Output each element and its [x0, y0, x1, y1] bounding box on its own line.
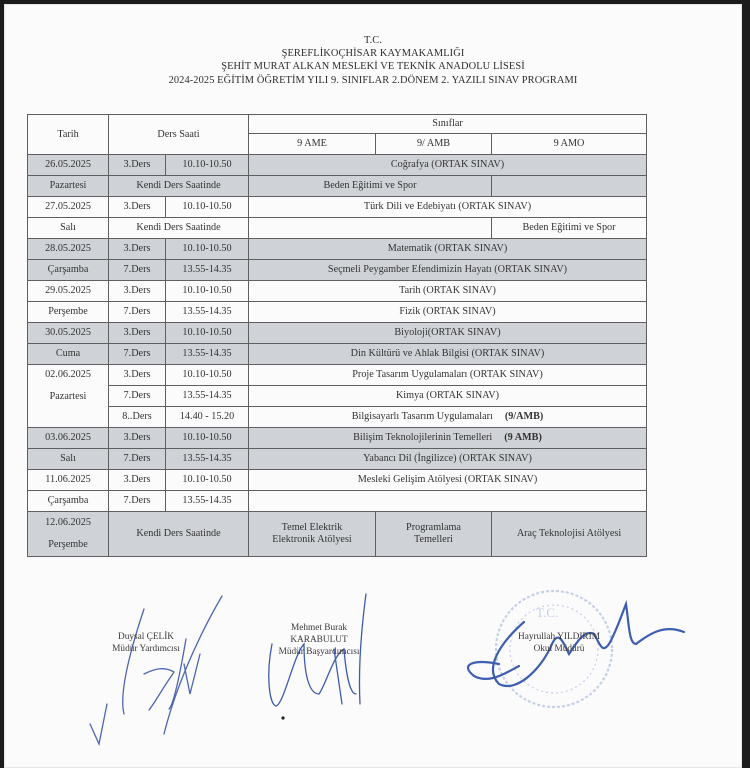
signer-name: Hayrullah YILDIRIM	[517, 632, 600, 642]
col-header-siniflar: Sınıflar	[249, 115, 647, 134]
date-text: 02.06.2025	[45, 369, 91, 380]
day-cell: Perşembe	[28, 302, 109, 323]
table-row	[28, 176, 647, 197]
table-row	[28, 407, 647, 428]
ders-cell: 3.Ders	[109, 155, 166, 176]
signer-name-line1: Mehmet Burak	[290, 623, 348, 633]
saat-cell: 13.55-14.35	[166, 449, 249, 470]
subject-cell: Matematik (ORTAK SINAV)	[249, 239, 647, 260]
subject-cell-empty	[249, 491, 647, 512]
saat-merged-cell: Kendi Ders Saatinde	[109, 512, 249, 557]
subject-cell: Türk Dili ve Edebiyatı (ORTAK SINAV)	[249, 197, 647, 218]
subject-cell-empty	[249, 218, 492, 239]
signature-block-1	[76, 631, 216, 655]
ders-cell: 3.Ders	[109, 428, 166, 449]
ders-cell: 3.Ders	[109, 365, 166, 386]
ders-cell: 7.Ders	[109, 449, 166, 470]
table-row	[28, 239, 647, 260]
subject-cell-9amo: Araç Teknolojisi Atölyesi	[492, 512, 647, 557]
signer-title: Müdür Yardımcısı	[112, 644, 180, 654]
table-row	[28, 365, 647, 386]
ders-cell: 3.Ders	[109, 323, 166, 344]
subject-cell: Din Kültürü ve Ahlak Bilgisi (ORTAK SINAV)	[249, 344, 647, 365]
exam-schedule-table	[27, 114, 647, 557]
date-text: 12.06.2025	[45, 517, 91, 528]
signer-name: Duysal ÇELİK	[117, 632, 175, 642]
signature-block-3	[484, 631, 634, 655]
col-header-9amb: 9/ AMB	[376, 134, 492, 155]
subject-cell	[249, 407, 647, 428]
document-page	[4, 4, 742, 768]
saat-cell: 10.10-10.50	[166, 197, 249, 218]
saat-cell: 13.55-14.35	[166, 386, 249, 407]
table-row	[28, 449, 647, 470]
ders-cell: 7.Ders	[109, 260, 166, 281]
saat-cell: 13.55-14.35	[166, 344, 249, 365]
table-row	[28, 428, 647, 449]
subject-cell: Yabancı Dil (İngilizce) (ORTAK SINAV)	[249, 449, 647, 470]
date-cell: 30.05.2025	[28, 323, 109, 344]
subject-cell-empty	[492, 176, 647, 197]
saat-cell: 10.10-10.50	[166, 428, 249, 449]
date-cell: 11.06.2025	[28, 470, 109, 491]
subject-text: Bilişim Teknolojilerinin Temelleri	[353, 432, 493, 443]
subject-cell: Coğrafya (ORTAK SINAV)	[249, 155, 647, 176]
ders-cell: 8..Ders	[109, 407, 166, 428]
date-cell: 26.05.2025	[28, 155, 109, 176]
signer-title: Müdür Başyardımcısı	[278, 647, 360, 657]
saat-cell: 13.55-14.35	[166, 302, 249, 323]
day-cell: Salı	[28, 449, 109, 470]
day-cell: Çarşamba	[28, 491, 109, 512]
signature-block-2	[249, 622, 389, 658]
document-header	[4, 34, 742, 87]
saat-merged-cell: Kendi Ders Saatinde	[109, 218, 249, 239]
subject-cell: Kimya (ORTAK SINAV)	[249, 386, 647, 407]
signer-title: Okul Müdürü	[533, 644, 585, 654]
subject-cell: Seçmeli Peygamber Efendimizin Hayatı (ORTAK SINAV)	[249, 260, 647, 281]
col-header-9ame: 9 AME	[249, 134, 376, 155]
subject-text: Bilgisayarlı Tasarım Uygulamaları	[351, 411, 493, 422]
table-row	[28, 323, 647, 344]
saat-cell: 10.10-10.50	[166, 239, 249, 260]
day-text: Perşembe	[48, 538, 88, 550]
saat-cell: 13.55-14.35	[166, 260, 249, 281]
header-program-title: 2024-2025 EĞİTİM ÖĞRETİM YILI 9. SINIFLAR 2.DÖNEM 2. YAZILI SINAV PROGRAMI	[168, 74, 578, 86]
ders-cell: 3.Ders	[109, 470, 166, 491]
subject-cell: Beden Eğitimi ve Spor	[249, 176, 492, 197]
saat-cell: 10.10-10.50	[166, 323, 249, 344]
subject-cell: Proje Tasarım Uygulamaları (ORTAK SINAV)	[249, 365, 647, 386]
saat-cell: 13.55-14.35	[166, 491, 249, 512]
table-row	[28, 260, 647, 281]
day-cell: Çarşamba	[28, 260, 109, 281]
subject-cell-9ame: Temel Elektrik Elektronik Atölyesi	[249, 512, 376, 557]
day-cell: Salı	[28, 218, 109, 239]
signature-1-ink	[90, 596, 222, 744]
day-cell: Cuma	[28, 344, 109, 365]
col-header-9amo: 9 AMO	[492, 134, 647, 155]
svg-text:T.C.: T.C.	[536, 605, 559, 620]
subject-cell	[249, 428, 647, 449]
table-row	[28, 218, 647, 239]
ders-cell: 7.Ders	[109, 491, 166, 512]
saat-cell: 14.40 - 15.20	[166, 407, 249, 428]
day-text: Pazartesi	[49, 391, 87, 402]
table-row	[28, 302, 647, 323]
subject-cell: Tarih (ORTAK SINAV)	[249, 281, 647, 302]
table-row	[28, 197, 647, 218]
saat-merged-cell: Kendi Ders Saatinde	[109, 176, 249, 197]
ders-cell: 3.Ders	[109, 197, 166, 218]
subject-cell: Fizik (ORTAK SINAV)	[249, 302, 647, 323]
saat-cell: 10.10-10.50	[166, 155, 249, 176]
saat-cell: 10.10-10.50	[166, 365, 249, 386]
table-row	[28, 491, 647, 512]
table-row	[28, 470, 647, 491]
ders-cell: 7.Ders	[109, 344, 166, 365]
ders-cell: 3.Ders	[109, 239, 166, 260]
signer-name-line2: KARABULUT	[290, 635, 348, 645]
saat-cell: 10.10-10.50	[166, 470, 249, 491]
date-cell: 28.05.2025	[28, 239, 109, 260]
saat-cell: 10.10-10.50	[166, 281, 249, 302]
date-cell: 03.06.2025	[28, 428, 109, 449]
subject-cell-9amb: Programlama Temelleri	[376, 512, 492, 557]
subject-cell: Mesleki Gelişim Atölyesi (ORTAK SINAV)	[249, 470, 647, 491]
subject-cell: Beden Eğitimi ve Spor	[492, 218, 647, 239]
table-header-row	[28, 115, 647, 134]
date-day-cell	[28, 512, 109, 557]
date-cell: 29.05.2025	[28, 281, 109, 302]
day-cell: Pazartesi	[28, 176, 109, 197]
date-day-cell	[28, 365, 109, 428]
class-tag: (9/AMB)	[504, 411, 544, 422]
header-kaymakamlik: ŞEREFLİKOÇHİSAR KAYMAKAMLIĞI	[281, 48, 465, 60]
table-row	[28, 386, 647, 407]
date-cell: 27.05.2025	[28, 197, 109, 218]
header-tc: T.C.	[363, 35, 383, 46]
class-tag: (9 AMB)	[504, 432, 542, 443]
col-header-tarih: Tarih	[28, 115, 109, 155]
ink-dot	[281, 716, 284, 719]
ders-cell: 7.Ders	[109, 302, 166, 323]
table-row	[28, 512, 647, 557]
ders-cell: 7.Ders	[109, 386, 166, 407]
ders-cell: 3.Ders	[109, 281, 166, 302]
table-row	[28, 344, 647, 365]
header-school: ŞEHİT MURAT ALKAN MESLEKİ VE TEKNİK ANADOLU LİSESİ	[221, 61, 525, 73]
subject-cell: Biyoloji(ORTAK SINAV)	[249, 323, 647, 344]
col-header-ders-saati: Ders Saati	[109, 115, 249, 155]
table-row	[28, 155, 647, 176]
table-row	[28, 281, 647, 302]
